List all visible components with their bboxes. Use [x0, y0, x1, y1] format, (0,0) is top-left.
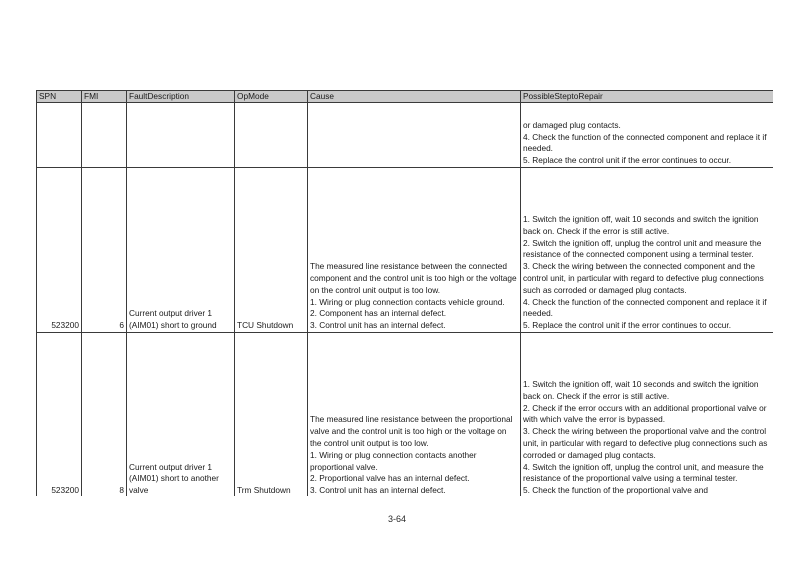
cell-fault-description: Current output driver 1 (AIM01) short to another valve	[127, 333, 235, 497]
table-row	[37, 103, 774, 168]
page-number: 3-64	[387, 514, 406, 524]
header-possible-step-to-repair: PossibleSteptoRepair	[521, 91, 774, 103]
cell-fault-description: Current output driver 1 (AIM01) short to ground	[127, 168, 235, 333]
table-row	[37, 168, 774, 333]
cell-spn: 523200	[37, 168, 82, 333]
cell-spn	[37, 103, 82, 168]
header-opmode: OpMode	[235, 91, 308, 103]
cell-fmi: 8	[82, 333, 127, 497]
cell-opmode	[235, 103, 308, 168]
cell-fmi: 6	[82, 168, 127, 333]
cell-fault-description	[127, 103, 235, 168]
fault-code-table	[36, 90, 773, 496]
cell-repair: or damaged plug contacts. 4. Check the function of the connected component and replace it if needed. 5. Replace the control unit if the error continues to occur.	[521, 103, 774, 168]
header-spn: SPN	[37, 91, 82, 103]
cell-spn: 523200	[37, 333, 82, 497]
cell-opmode: Trm Shutdown	[235, 333, 308, 497]
cell-repair: 1. Switch the ignition off, wait 10 seconds and switch the ignition back on. Check if the error is still active. 2. Switch the ignition off, unplug the control unit and measure the resistance of the connected component using a terminal tester. 3. Check the wiring between the connected component and the control unit, in particular with regard to defective plug connections such as corroded or damaged plug contacts. 4. Check the function of the connected component and replace it if needed. 5. Replace the control unit if the error continues to occur.	[521, 168, 774, 333]
header-fault-description: FaultDescription	[127, 91, 235, 103]
header-cause: Cause	[308, 91, 521, 103]
table-header-row	[37, 91, 774, 103]
cell-cause: The measured line resistance between the connected component and the control unit is too high or the voltage on the control unit output is too low. 1. Wiring or plug connection contacts vehicle ground. 2. Component has an internal defect. 3. Control unit has an internal defect.	[308, 168, 521, 333]
cell-opmode: TCU Shutdown	[235, 168, 308, 333]
cell-cause: The measured line resistance between the proportional valve and the control unit is too high or the voltage on the control unit output is too low. 1. Wiring or plug connection contacts another proportional valve. 2. Proportional valve has an internal defect. 3. Control unit has an internal defect.	[308, 333, 521, 497]
fault-table-container	[36, 90, 773, 496]
cell-repair: 1. Switch the ignition off, wait 10 seconds and switch the ignition back on. Check if the error is still active. 2. Check if the error occurs with an additional proportional valve or with which valve the error is bypassed. 3. Check the wiring between the proportional valve and the control unit, in particular with regard to defective plug connections such as corroded or damaged plug contacts. 4. Switch the ignition off, unplug the control unit, and measure the resistance of the proportional valve using a terminal tester. 5. Check the function of the proportional valve and	[521, 333, 774, 497]
table-row	[37, 333, 774, 497]
cell-cause	[308, 103, 521, 168]
header-fmi: FMI	[82, 91, 127, 103]
cell-fmi	[82, 103, 127, 168]
